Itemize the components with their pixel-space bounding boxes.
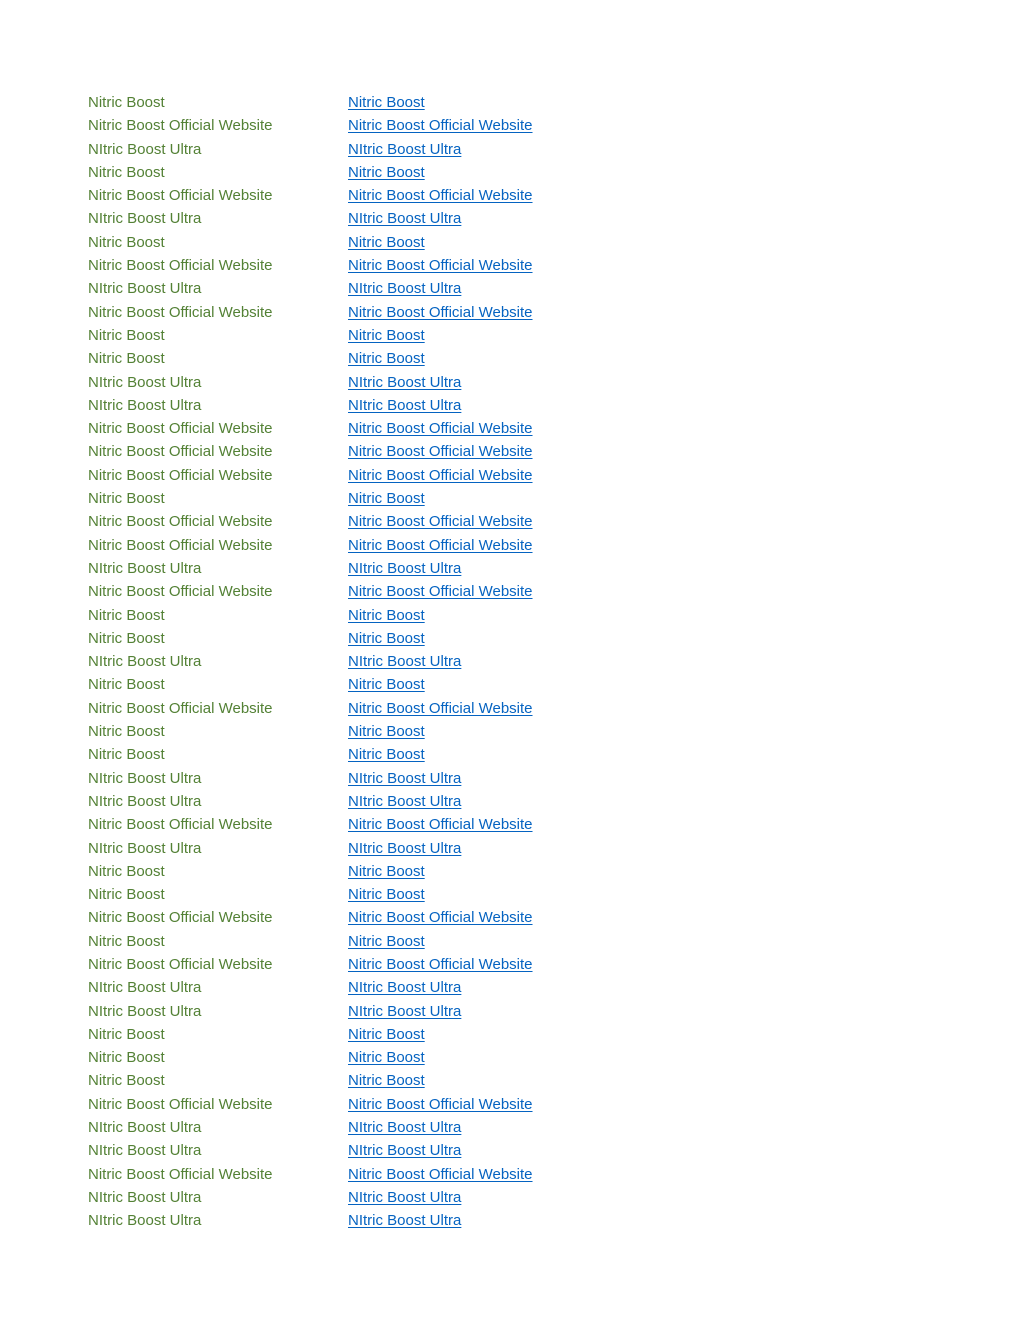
list-item: [0, 1023, 1024, 1046]
list-item: [0, 1046, 1024, 1069]
keyword-link[interactable]: Nitric Boost: [348, 862, 425, 880]
list-item: [0, 464, 1024, 487]
list-item: [0, 1209, 1024, 1232]
list-item: [0, 557, 1024, 580]
keyword-label: Nitric Boost Official Website: [88, 1095, 273, 1113]
keyword-label: Nitric Boost: [88, 94, 165, 111]
keyword-link[interactable]: Nitric Boost: [348, 94, 425, 111]
keyword-label: NItric Boost Ultra: [88, 1212, 202, 1230]
list-item: [0, 837, 1024, 860]
keyword-link[interactable]: Nitric Boost: [348, 886, 425, 904]
list-item: [0, 1163, 1024, 1186]
keyword-link[interactable]: NItric Boost Ultra: [348, 1119, 462, 1137]
keyword-link[interactable]: Nitric Boost Official Website: [348, 303, 533, 321]
keyword-link[interactable]: NItric Boost Ultra: [348, 979, 462, 997]
list-item: [0, 1186, 1024, 1209]
list-item: [0, 604, 1024, 627]
list-item: [0, 1093, 1024, 1116]
keyword-label: NItric Boost Ultra: [88, 373, 202, 391]
keyword-label: Nitric Boost Official Website: [88, 303, 273, 321]
list-item: [0, 1000, 1024, 1023]
list-item: [0, 720, 1024, 743]
keyword-label: NItric Boost Ultra: [88, 792, 202, 810]
keyword-label: Nitric Boost Official Website: [88, 420, 273, 438]
keyword-link[interactable]: Nitric Boost Official Website: [348, 1095, 533, 1113]
list-item: [0, 91, 1024, 114]
keyword-label: Nitric Boost: [88, 932, 165, 950]
list-item: [0, 767, 1024, 790]
keyword-link[interactable]: Nitric Boost: [348, 606, 425, 624]
keyword-link[interactable]: Nitric Boost Official Website: [348, 583, 533, 601]
keyword-label: Nitric Boost Official Website: [88, 699, 273, 717]
list-item: [0, 347, 1024, 370]
keyword-link[interactable]: NItric Boost Ultra: [348, 210, 462, 228]
list-item: [0, 930, 1024, 953]
keyword-link[interactable]: NItric Boost Ultra: [348, 769, 462, 787]
keyword-label: NItric Boost Ultra: [88, 839, 202, 857]
list-item: [0, 627, 1024, 650]
keyword-label: Nitric Boost: [88, 233, 165, 251]
list-item: [0, 114, 1024, 137]
keyword-link[interactable]: Nitric Boost Official Website: [348, 420, 533, 438]
list-item: [0, 697, 1024, 720]
keyword-link[interactable]: Nitric Boost: [348, 676, 425, 694]
keyword-link[interactable]: NItric Boost Ultra: [348, 140, 462, 158]
keyword-link[interactable]: Nitric Boost: [348, 746, 425, 764]
keyword-label: Nitric Boost Official Website: [88, 909, 273, 927]
keyword-link[interactable]: NItric Boost Ultra: [348, 280, 462, 298]
list-item: [0, 813, 1024, 836]
list-item: [0, 440, 1024, 463]
keyword-link[interactable]: Nitric Boost: [348, 1049, 425, 1067]
keyword-link[interactable]: Nitric Boost Official Website: [348, 257, 533, 275]
list-item: [0, 673, 1024, 696]
keyword-link[interactable]: Nitric Boost: [348, 490, 425, 508]
keyword-label: Nitric Boost: [88, 723, 165, 741]
keyword-label: Nitric Boost: [88, 163, 165, 181]
keyword-label: Nitric Boost Official Website: [88, 187, 273, 205]
list-item: [0, 394, 1024, 417]
list-item: [0, 906, 1024, 929]
list-item: [0, 860, 1024, 883]
keyword-link[interactable]: NItric Boost Ultra: [348, 559, 462, 577]
keyword-label: NItric Boost Ultra: [88, 559, 202, 577]
list-item: [0, 161, 1024, 184]
keyword-label: Nitric Boost Official Website: [88, 443, 273, 461]
keyword-link[interactable]: Nitric Boost Official Website: [348, 909, 533, 927]
keyword-link[interactable]: NItric Boost Ultra: [348, 839, 462, 857]
keyword-link[interactable]: Nitric Boost Official Website: [348, 117, 533, 135]
list-item: [0, 650, 1024, 673]
keyword-label: Nitric Boost Official Website: [88, 536, 273, 554]
list-item: [0, 1139, 1024, 1162]
list-item: [0, 277, 1024, 300]
list-item: [0, 184, 1024, 207]
keyword-link[interactable]: NItric Boost Ultra: [348, 1002, 462, 1020]
keyword-label: Nitric Boost Official Website: [88, 1165, 273, 1183]
keyword-label: Nitric Boost Official Website: [88, 816, 273, 834]
list-item: [0, 371, 1024, 394]
list-item: [0, 534, 1024, 557]
keyword-link[interactable]: NItric Boost Ultra: [348, 1142, 462, 1160]
keyword-label: Nitric Boost: [88, 1025, 165, 1043]
keyword-link[interactable]: NItric Boost Ultra: [348, 373, 462, 391]
keyword-label: NItric Boost Ultra: [88, 396, 202, 414]
list-item: [0, 1069, 1024, 1092]
list-item: [0, 883, 1024, 906]
keyword-label: Nitric Boost: [88, 676, 165, 694]
keyword-label: Nitric Boost: [88, 606, 165, 624]
keyword-link[interactable]: Nitric Boost: [348, 1025, 425, 1043]
keyword-link[interactable]: Nitric Boost: [348, 326, 425, 344]
list-item: [0, 976, 1024, 999]
keyword-link[interactable]: Nitric Boost: [348, 723, 425, 741]
keyword-label: Nitric Boost: [88, 886, 165, 904]
list-item: [0, 487, 1024, 510]
keyword-label: NItric Boost Ultra: [88, 653, 202, 671]
keyword-label: Nitric Boost: [88, 1049, 165, 1067]
keyword-label: NItric Boost Ultra: [88, 1002, 202, 1020]
list-item: [0, 254, 1024, 277]
keyword-label: Nitric Boost Official Website: [88, 955, 273, 973]
keyword-link[interactable]: Nitric Boost Official Website: [348, 536, 533, 554]
keyword-link[interactable]: Nitric Boost Official Website: [348, 443, 533, 461]
keyword-label: Nitric Boost: [88, 1072, 165, 1090]
keyword-link[interactable]: Nitric Boost: [348, 233, 425, 251]
keyword-link[interactable]: Nitric Boost: [348, 629, 425, 647]
keyword-label: NItric Boost Ultra: [88, 280, 202, 298]
list-item: [0, 743, 1024, 766]
keyword-link[interactable]: Nitric Boost Official Website: [348, 466, 533, 484]
keyword-link[interactable]: Nitric Boost Official Website: [348, 1165, 533, 1183]
keyword-link[interactable]: Nitric Boost Official Website: [348, 699, 533, 717]
keyword-link[interactable]: Nitric Boost Official Website: [348, 816, 533, 834]
keyword-label: NItric Boost Ultra: [88, 979, 202, 997]
list-item: [0, 417, 1024, 440]
keyword-link[interactable]: Nitric Boost Official Website: [348, 187, 533, 205]
keyword-label: Nitric Boost Official Website: [88, 257, 273, 275]
keyword-link[interactable]: Nitric Boost: [348, 350, 425, 368]
keyword-label: Nitric Boost Official Website: [88, 117, 273, 135]
keyword-label: Nitric Boost: [88, 629, 165, 647]
keyword-label: Nitric Boost: [88, 862, 165, 880]
keyword-label: Nitric Boost Official Website: [88, 513, 273, 531]
keyword-link[interactable]: NItric Boost Ultra: [348, 1212, 462, 1230]
list-item: [0, 207, 1024, 230]
document-sheet: [0, 91, 1024, 1233]
keyword-label: Nitric Boost: [88, 350, 165, 368]
keyword-label: Nitric Boost: [88, 490, 165, 508]
list-item: [0, 790, 1024, 813]
list-item: [0, 953, 1024, 976]
list-item: [0, 301, 1024, 324]
keyword-link[interactable]: Nitric Boost: [348, 1072, 425, 1090]
list-item: [0, 510, 1024, 533]
list-item: [0, 231, 1024, 254]
keyword-link[interactable]: Nitric Boost: [348, 163, 425, 181]
keyword-label: Nitric Boost: [88, 326, 165, 344]
keyword-label: NItric Boost Ultra: [88, 1142, 202, 1160]
keyword-label: Nitric Boost Official Website: [88, 466, 273, 484]
keyword-link[interactable]: NItric Boost Ultra: [348, 396, 462, 414]
keyword-label: NItric Boost Ultra: [88, 210, 202, 228]
keyword-link[interactable]: NItric Boost Ultra: [348, 653, 462, 671]
list-item: [0, 324, 1024, 347]
keyword-link[interactable]: Nitric Boost: [348, 932, 425, 950]
list-item: [0, 580, 1024, 603]
keyword-label: NItric Boost Ultra: [88, 1188, 202, 1206]
list-item: [0, 138, 1024, 161]
keyword-label: NItric Boost Ultra: [88, 1119, 202, 1137]
keyword-label: NItric Boost Ultra: [88, 769, 202, 787]
keyword-label: Nitric Boost Official Website: [88, 583, 273, 601]
keyword-label: NItric Boost Ultra: [88, 140, 202, 158]
keyword-link[interactable]: Nitric Boost Official Website: [348, 955, 533, 973]
keyword-link[interactable]: NItric Boost Ultra: [348, 1188, 462, 1206]
list-item: [0, 1116, 1024, 1139]
keyword-label: Nitric Boost: [88, 746, 165, 764]
keyword-link[interactable]: Nitric Boost Official Website: [348, 513, 533, 531]
keyword-link[interactable]: NItric Boost Ultra: [348, 792, 462, 810]
